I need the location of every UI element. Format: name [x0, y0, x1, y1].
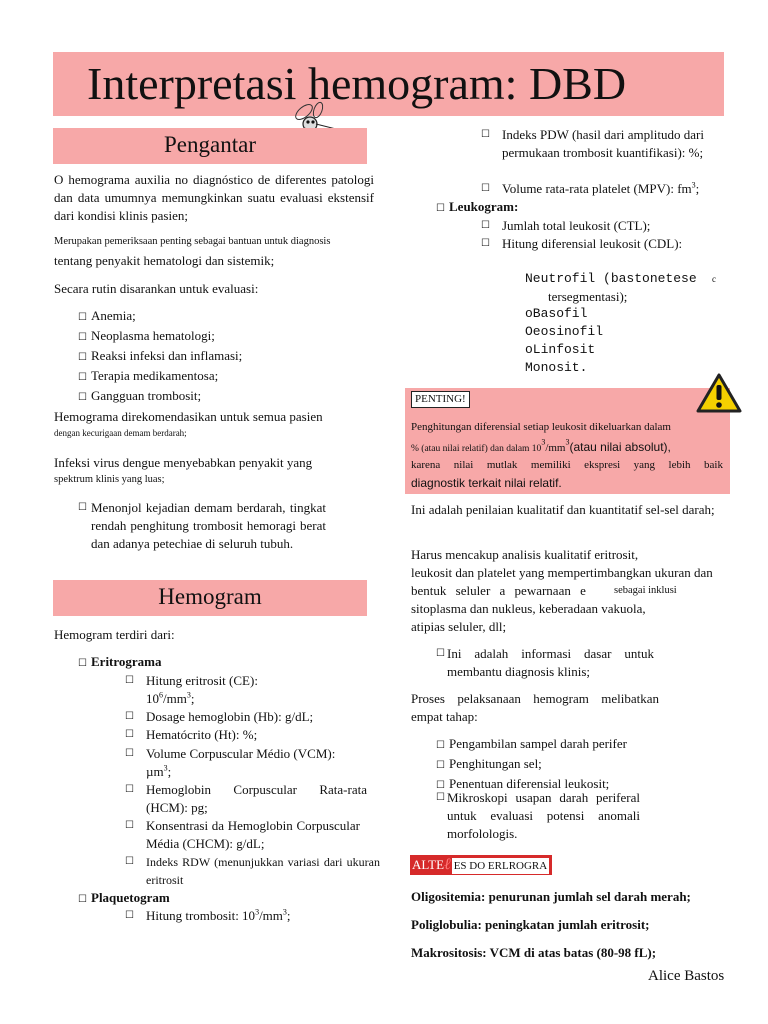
important-box [405, 388, 730, 494]
warning-icon [695, 372, 743, 414]
ce-item: Hitung eritrosit (CE): [146, 673, 258, 688]
eritrograma-heading: ☐ Eritrograma [78, 653, 162, 673]
recommend-line-2: dengan kecurigaan demam berdarah; [54, 428, 187, 438]
intro-line-1: Merupakan pemeriksaan penting sebagai bantuan untuk diagnosis [54, 236, 331, 247]
neutrofil: Neutrofil (bastonetese [525, 271, 697, 286]
checkbox-icon: ☐ [436, 780, 445, 791]
checkbox-icon: ☐ [78, 372, 87, 383]
checkbox-icon: ☐ [481, 220, 490, 231]
list-item: ☐ Pengambilan sampel darah perifer [436, 735, 627, 755]
page-title: Interpretasi hemogram: DBD [87, 58, 627, 109]
checkbox-icon: ☐ [78, 312, 87, 323]
info-item: Ini adalah informasi dasar untuk membantu diagnosis klinis; [447, 646, 654, 679]
checkbox-icon: ☐ [78, 658, 87, 669]
plaq-item: Hitung trombosit: $10^3/mm^3$; [146, 907, 291, 923]
section-header-pengantar [53, 128, 367, 164]
ht-item: Hematócrito (Ht): %; [146, 727, 258, 742]
list-item: ☐ Terapia medikamentosa; [78, 367, 242, 387]
recommend-line-1: Hemograma direkomendasikan untuk semua pasien [54, 409, 323, 424]
checkbox-icon: ☐ [481, 129, 490, 140]
rdw-item: Indeks RDW (menunjukkan variasi dari ukuran eritrosit [146, 855, 380, 887]
routine-heading: Secara rutin disarankan untuk evaluasi: [54, 281, 259, 296]
important-line-4: diagnostik terkait nilai relatif. [411, 476, 562, 490]
chcm-item: Konsentrasi da Hemoglobin Corpuscular Média (CHCM): g/dL; [146, 818, 360, 851]
qual-line-4: sitoplasma dan nukleus, keberadaan vakuola, [411, 601, 646, 616]
list-item: ☐ Neoplasma hematologi; [78, 327, 242, 347]
hb-item: Dosage hemoglobin (Hb): g/dL; [146, 709, 314, 724]
checkbox-icon: ☐ [125, 675, 134, 686]
dengue-line-1: Infeksi virus dengue menyebabkan penyakit yang [54, 455, 313, 470]
checkbox-icon: ☐ [436, 792, 445, 803]
checkbox-icon: ☐ [125, 784, 134, 795]
list-item: ☐ Reaksi infeksi dan inflamasi; [78, 347, 242, 367]
important-line-3: karena nilai mutlak memiliki ekspresi yang lebih baik [411, 459, 723, 471]
list-item: ☐ Penentuan diferensial leukosit; [436, 775, 627, 795]
checkbox-icon: ☐ [125, 729, 134, 740]
section-title: Pengantar [164, 132, 256, 157]
checkbox-icon: ☐ [78, 392, 87, 403]
qual-line-3: bentuk seluler a pewarnaan e [411, 583, 586, 598]
important-line-1: Penghitungan diferensial setiap leukosit dikeluarkan dalam [411, 421, 671, 433]
section-header-hemogram [53, 580, 367, 616]
checkbox-icon: ☐ [78, 352, 87, 363]
checkbox-icon: ☐ [436, 203, 445, 214]
hemogram-intro: Hemogram terdiri dari: [54, 627, 175, 642]
step-4: Mikroskopi usapan darah periferal untuk evaluasi potensi anomali morfolologis. [447, 790, 640, 841]
alteracoes-header: $^{ALTE}$ℓ ES DO ERLROGRA [410, 855, 552, 875]
dengue-line-2: spektrum klinis yang luas; [54, 474, 165, 485]
intro-line-2: tentang penyakit hematologi dan sistemik; [54, 253, 275, 268]
checkbox-icon: ☐ [125, 748, 134, 759]
plaquetogram-heading: ☐ Plaquetogram [78, 889, 170, 909]
linfosit: oLinfosit [525, 342, 596, 357]
eosinofil: Oeosinofil [525, 324, 604, 339]
highlight-paragraph: Menonjol kejadian demam berdarah, tingkat rendah penghitung trombosit hemoragi berat dan adanya petechiae di seluruh tubuh. [91, 500, 326, 551]
quant-paragraph: Ini adalah penilaian kualitatif dan kuantitatif sel-sel darah; [411, 502, 715, 517]
author: Alice Bastos [648, 968, 725, 984]
monosit: Monosit. [525, 360, 588, 375]
steps-list [436, 735, 627, 795]
ce-unit: $10^6/mm^3$; [146, 690, 195, 706]
checkbox-icon: ☐ [481, 183, 490, 194]
list-item: ☐ Gangguan trombosit; [78, 387, 242, 407]
title-banner [53, 52, 724, 116]
list-item: ☐ Anemia; [78, 307, 242, 327]
makrositosis: Makrositosis: VCM di atas batas (80-98 fL); [411, 945, 657, 960]
leukogram-heading: ☐ Leukogram: [436, 198, 518, 218]
checkbox-icon: ☐ [436, 740, 445, 751]
qual-line-1: Harus mencakup analisis kualitatif eritrosit, [411, 547, 639, 562]
checkbox-icon: ☐ [436, 648, 445, 659]
ctl-item: Jumlah total leukosit (CTL); [502, 218, 651, 233]
intro-paragraph: O hemograma auxilia no diagnóstico de diferentes patologi dan data umumnya memungkinkan suatu evaluasi ekstensif dari kondisi klinis pasien; [54, 172, 374, 223]
checkbox-icon: ☐ [481, 238, 490, 249]
tersegmentasi: tersegmentasi); [548, 289, 628, 304]
mpv-item: Volume rata-rata platelet (MPV): $fm^3$; [502, 180, 700, 196]
poliglobulia: Poliglobulia: peningkatan jumlah eritrosit; [411, 917, 650, 932]
checkbox-icon: ☐ [78, 332, 87, 343]
list-item: ☐ Penghitungan sel; [436, 755, 627, 775]
hcm-item: Hemoglobin Corpuscular Rata-rata (HCM): pg; [146, 782, 367, 815]
neutrofil-mark: c [712, 274, 716, 284]
section-title: Hemogram [158, 584, 262, 609]
checkbox-icon: ☐ [125, 711, 134, 722]
important-label: PENTING! [411, 391, 470, 408]
proses-paragraph: Proses pelaksanaan hemogram melibatkan empat tahap: [411, 691, 659, 724]
checkbox-icon: ☐ [125, 910, 134, 921]
checkbox-icon: ☐ [78, 502, 87, 513]
qual-line-5: atipias seluler, dll; [411, 619, 507, 634]
important-line-2: % (atau nilai relatif) dan dalam $10^3/mm^3(atau$ nilai absolut), [411, 437, 671, 454]
vcm-item: Volume Corpuscular Médio (VCM): [146, 746, 336, 761]
pdw-item: Indeks PDW (hasil dari amplitudo dari permukaan trombosit kuantifikasi): %; [502, 127, 704, 160]
checkbox-icon: ☐ [436, 760, 445, 771]
checkbox-icon: ☐ [78, 894, 87, 905]
checkbox-icon: ☐ [125, 856, 134, 867]
qual-line-2: leukosit dan platelet yang mempertimbangkan ukuran dan [411, 565, 713, 580]
qual-line-3b: sebagai inklusi [614, 585, 677, 596]
basofil: oBasofil [525, 306, 588, 321]
oligositemia: Oligositemia: penurunan jumlah sel darah merah; [411, 889, 691, 904]
cdl-item: Hitung diferensial leukosit (CDL): [502, 236, 683, 251]
vcm-unit: µm$^3$; [146, 763, 172, 779]
routine-list [78, 307, 242, 407]
checkbox-icon: ☐ [125, 820, 134, 831]
